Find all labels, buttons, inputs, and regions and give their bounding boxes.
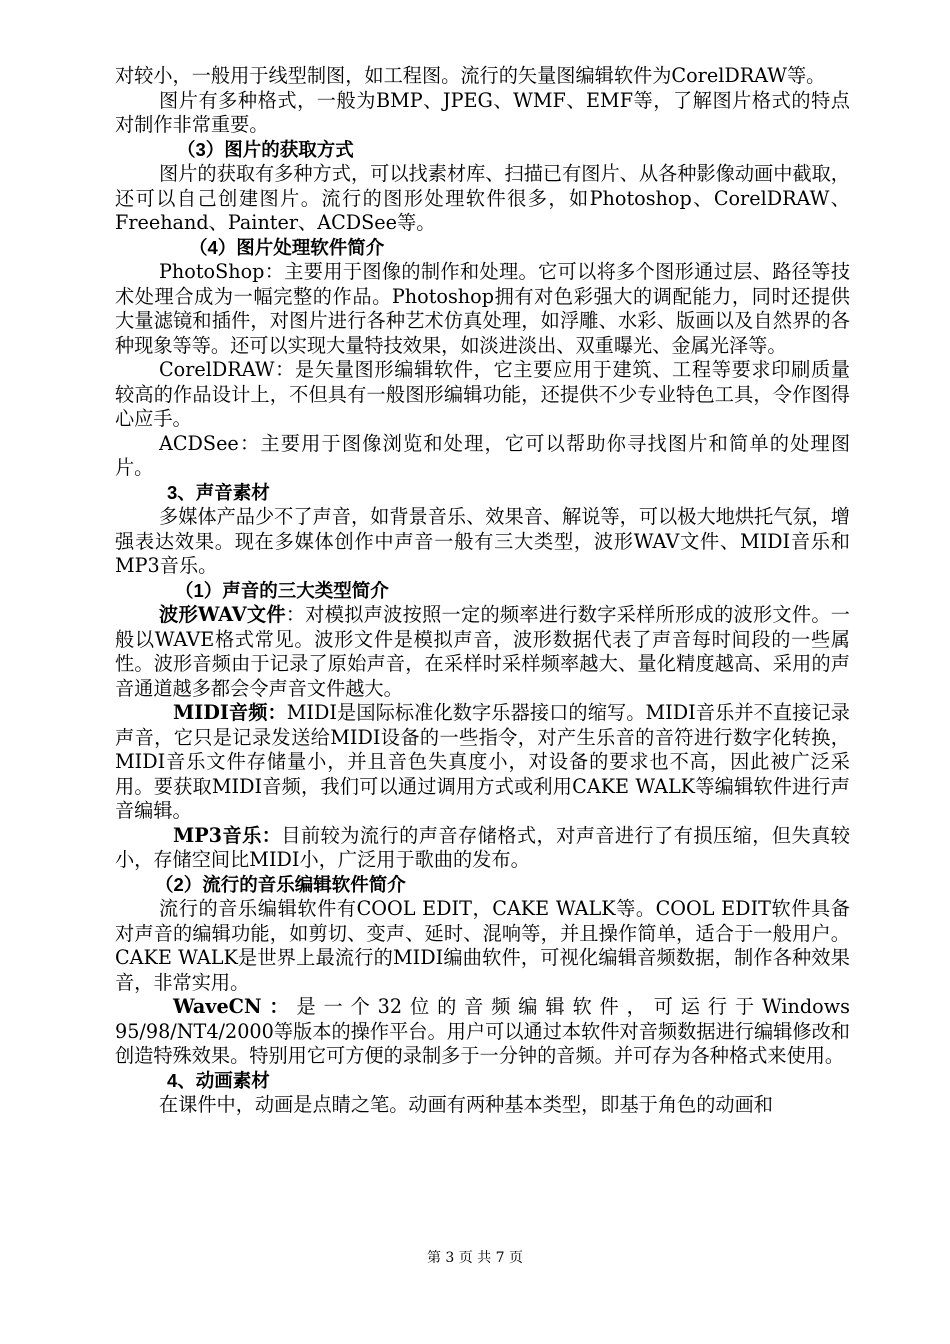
- term-midi: MIDI音频：: [173, 701, 287, 724]
- term-photoshop: PhotoShop：: [159, 260, 285, 283]
- paragraph-wavecn: [115, 995, 850, 1069]
- text-wav: ：对模拟声波按照一定的频率进行数字采样所形成的波形文件。一般以WAVE格式常见。波形文件是模拟声音，波形数据代表了声音每时间段的一些属性。波形音频由于记录了原始声音，在采样时采样频率越大、量化精度越高、采用的声音通道越多都会令声音文件越大。: [115, 603, 850, 700]
- text-coreldraw: 是矢量图形编辑软件，它主要应用于建筑、工程等要求印刷质量较高的作品设计上，不但具有一般图形编辑功能，还提供不少专业特色工具，令作图得心应手。: [115, 358, 850, 430]
- term-mp3: MP3音乐：: [173, 823, 282, 847]
- heading-sound-types: （1）声音的三大类型简介: [175, 579, 389, 601]
- paragraph-midi: [115, 701, 850, 824]
- text-wavecn: 是一个32位的音频编辑软件，可运行于Windows 95/98/NT4/2000等版本的操作平台。用户可以通过本软件对音频数据进行编辑修改和创造特殊效果。特别用它可方便的录制多于一分钟的音频。并可存为各种格式来使用。: [115, 995, 850, 1067]
- paragraph-vector-intro: 对较小，一般用于线型制图，如工程图。流行的矢量图编辑软件为CorelDRAW等。: [115, 64, 826, 87]
- heading-animation-material: 4、动画素材: [167, 1069, 270, 1091]
- text-midi: MIDI是国际标准化数字乐器接口的缩写。MIDI音乐并不直接记录声音，它只是记录发送给MIDI设备的一些指令，对产生乐音的音符进行数字化转换，MIDI音乐文件存储量小，并且音色失真度小，对设备的要求也不高，因此被广泛采用。要获取MIDI音频，我们可以通过调用方式或利用CAKE WALK等编辑软件进行声音编辑。: [115, 701, 850, 822]
- text-acdsee: 主要用于图像浏览和处理，它可以帮助你寻找图片和简单的处理图片。: [115, 431, 851, 479]
- document-body: [115, 64, 850, 1118]
- paragraph-mp3: [115, 824, 850, 873]
- page-footer: 第 3 页 共 7 页: [426, 1250, 524, 1266]
- paragraph-animation: 在课件中，动画是点睛之笔。动画有两种基本类型，即基于角色的动画和: [159, 1093, 773, 1116]
- paragraph-photoshop: [115, 260, 850, 358]
- term-coreldraw: CorelDRAW：: [159, 358, 296, 381]
- paragraph-coreldraw: [115, 358, 850, 432]
- paragraph-sound-intro: 多媒体产品少不了声音，如背景音乐、效果音、解说等，可以极大地烘托气氛，增强表达效果。现在多媒体创作中声音一般有三大类型，波形WAV文件、MIDI音乐和MP3音乐。: [115, 505, 850, 577]
- term-wavecn: WaveCN：: [173, 995, 297, 1018]
- term-acdsee: ACDSee：: [159, 431, 261, 455]
- text-mp3: 目前较为流行的声音存储格式，对声音进行了有损压缩，但失真较小，存储空间比MIDI小，广泛用于歌曲的发布。: [115, 823, 850, 871]
- term-wav: 波形WAV文件: [159, 603, 286, 626]
- paragraph-wav: [115, 603, 850, 701]
- paragraph-acdsee: [115, 432, 850, 481]
- paragraph-music-software: 流行的音乐编辑软件有COOL EDIT，CAKE WALK等。COOL EDIT软件具备对声音的编辑功能，如剪切、变声、延时、混响等，并且操作简单，适合于一般用户。CAKE WALK是世界上最流行的MIDI编曲软件，可视化编辑音频数据，制作各种效果音，非常实用。: [115, 897, 850, 994]
- heading-sound-material: 3、声音素材: [167, 481, 270, 503]
- paragraph-image-formats: 图片有多种格式，一般为BMP、JPEG、WMF、EMF等，了解图片格式的特点对制作非常重要。: [115, 88, 850, 136]
- heading-image-software: （4）图片处理软件简介: [189, 236, 385, 258]
- text-photoshop: 主要用于图像的制作和处理。它可以将多个图形通过层、路径等技术处理合成为一幅完整的作品。Photoshop拥有对色彩强大的调配能力，同时还提供大量滤镜和插件，对图片进行各种艺术仿真处理，如浮雕、水彩、版画以及自然界的各种现象等等。还可以实现大量特技效果，如淡进淡出、双重曝光、金属光泽等。: [115, 260, 851, 357]
- heading-image-acquisition: （3）图片的获取方式: [177, 138, 354, 160]
- paragraph-image-acquisition: 图片的获取有多种方式，可以找素材库、扫描已有图片、从各种影像动画中截取，还可以自己创建图片。流行的图形处理软件很多，如Photoshop、CorelDRAW、Freehand、Painter、ACDSee等。: [115, 162, 850, 234]
- heading-music-software: （2）流行的音乐编辑软件简介: [155, 873, 406, 895]
